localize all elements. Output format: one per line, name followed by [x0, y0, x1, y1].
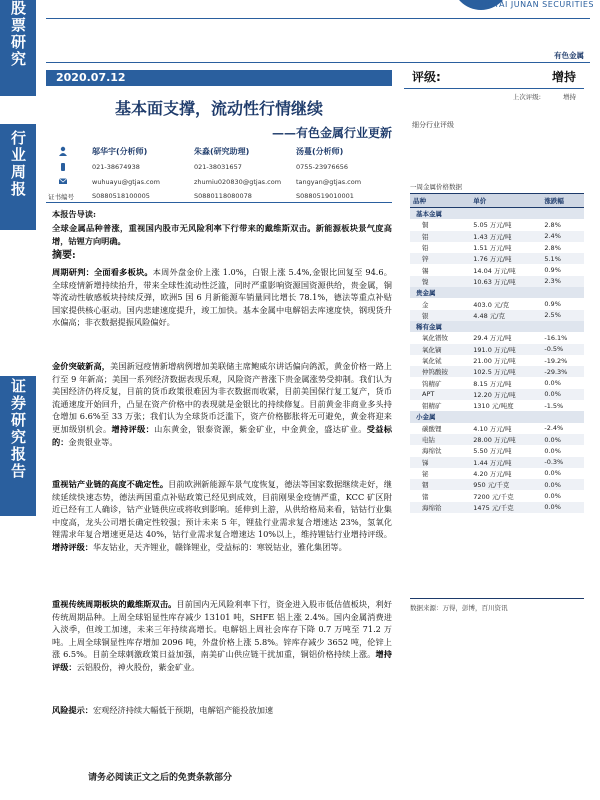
previous-rating-value: 增持	[563, 93, 576, 101]
left-band-bottom	[0, 376, 36, 516]
metal-price: 1.44 万元/吨	[470, 457, 541, 468]
metal-name: 锡	[422, 266, 429, 275]
metal-name: 铟	[410, 479, 470, 490]
disclaimer-footer: 请务必阅读正文之后的免责条款部分	[88, 773, 233, 783]
price-change: 2.3%	[541, 276, 584, 287]
left-band-label-weekly: 行业周报	[9, 130, 27, 198]
table-row	[410, 445, 584, 456]
paragraph-heading: 金价突破新高，	[52, 361, 111, 371]
metal-name: 铝	[410, 231, 470, 242]
price-change: 0.0%	[544, 469, 561, 478]
table-row	[410, 276, 584, 287]
table-row	[410, 332, 584, 343]
metal-price: 4.10 万元/吨	[473, 424, 512, 433]
metal-name: 锑	[410, 457, 470, 468]
analyst-email[interactable]: zhumiu020830@gtjas.com	[194, 178, 282, 186]
beneficiary-label: 受益标的：	[52, 423, 392, 447]
metal-price: 5.50 万元/吨	[473, 447, 512, 456]
analyst-divider	[46, 202, 392, 203]
metal-price: 4.20 万元/吨	[473, 469, 512, 478]
metal-name: 铅	[422, 244, 429, 253]
price-change: 0.0%	[544, 492, 561, 501]
table-row	[410, 298, 584, 309]
price-change: -16.1%	[544, 333, 568, 342]
paragraph-text: 美国新冠疫情新增病例增加美联储主席鲍威尔讲话偏向鸽派，黄金价格一路上行至 9 年新高；美国一系列经济数据表现乐观，风险资产普涨下贵金属涨势受抑制。我们认为美国经济仍将反复，目前的货币政策很难因为非衣数据而收紧，目前美国保行复工复产，货币流通速度开始回升，凸显在资产价格中的表现就是金银比的持续修复。目前黄金非商业多头持仓增加 6.6%至 33 万张；我们认为全球货币泛滥下，资产价格膨胀将无可避免，黄金将迎来更加级别机会。	[52, 361, 392, 434]
left-band-mid	[0, 124, 36, 230]
price-change: 0.0%	[541, 502, 584, 513]
metal-price: 14.04 万元/吨	[473, 266, 516, 275]
price-change: -2.4%	[544, 424, 564, 433]
table-row	[410, 490, 584, 501]
metal-price: 7200 元/千克	[473, 492, 514, 501]
metal-name: APT	[410, 389, 470, 400]
metal-price: 1475 元/千克	[470, 502, 541, 513]
group-label: 小金属	[410, 411, 584, 422]
rating-stocks: 山东黄金，银泰资源，紫金矿业，中金黄金，盛达矿业。	[154, 423, 367, 434]
paragraph-text: 本周外盘金价上涨 1.0%，白银上涨 5.4%,金银比回复至 94.6。全球疫情新增持续抬升，带来全球性流动性泛滥，同时严重影响资源国资源供给，贵金属，铜等流动性敏感板块持续反弹，欧洲5 国 6 月新能源车销量同比增长 78.1%，德法等重点补贴国家提供核心驱动。国内悲建速度提升，竣工加快。基本金属中电解铝去库速度快，钢现货升水偏高；非衣数据提振风险偏好。	[52, 267, 392, 328]
metal-name: 铜	[422, 221, 429, 230]
cert-label: 证书编号	[48, 193, 74, 201]
group-label: 基本金属	[410, 208, 584, 220]
left-band-top	[0, 0, 36, 96]
paragraph-text: 目前国内无风险利率下行，资金进入股市低估值板块，利好传统周期品种。上周全球铝显性库存减少 13101 吨，SHFE 铝上涨 2.4%。国内金属消费进入淡季，但竣工加速，未来三年持续高增长。电解铝上周社会库存下降 0.7 万吨至 71.2 万吨。上周全球铜显性库存增加 2096 吨，外盘价格上涨 5.8%。锌库存减少 3652 吨，伦锌上涨 6.5%。目前全球刺激政策日益加强，南美矿山供应链干扰加重，铜铝价格持续上涨。	[52, 599, 392, 660]
phone-icon	[58, 162, 68, 172]
table-group-row	[410, 411, 584, 422]
paragraph-cycle	[52, 266, 392, 329]
price-change: 0.0%	[544, 379, 561, 388]
rating-label: 增持评级：	[52, 541, 93, 552]
price-change: 0.0%	[541, 479, 584, 490]
analyst-3	[296, 146, 361, 193]
column-header-name: 品种	[410, 194, 470, 208]
metal-name: 海绵铪	[410, 502, 470, 513]
price-change: 0.9%	[544, 300, 561, 309]
left-band-label-report: 证券研究报告	[9, 378, 27, 480]
metal-price: 21.00 万元/吨	[473, 357, 516, 365]
price-change: 0.0%	[541, 389, 584, 400]
risk-heading: 风险提示：	[52, 705, 93, 715]
table-row	[410, 355, 584, 366]
metal-price: 29.4 万元/吨	[473, 334, 512, 343]
email-icon	[58, 176, 68, 186]
paragraph-cobalt	[52, 478, 392, 554]
metal-name: 镍	[410, 276, 470, 287]
rating-box	[404, 66, 584, 104]
analyst-1	[92, 146, 160, 193]
metal-price: 191.0 万元/吨	[470, 344, 541, 355]
left-band-label-stock-research: 股票研究	[9, 0, 27, 68]
report-title: 基本面支撑，流动性行情继续	[114, 99, 323, 118]
price-change: 2.5%	[541, 310, 584, 321]
price-change: 0.9%	[544, 266, 561, 275]
metal-name: 仲钨酸铵	[410, 366, 470, 377]
person-icon	[58, 146, 68, 156]
metal-name: 锌	[410, 253, 470, 264]
analyst-name: 朱淼(研究助理)	[194, 147, 250, 156]
table-row	[410, 468, 584, 479]
paragraph-text: 目前欧洲新能源车景气度恢复，德法等国家数据继续走好，继续延续快速态势，德法两国重点补贴政策已经见到成效，目前刚果金疫情严重，KCC 矿区附近已经有工人确诊，钴产业链供应或将收到影响。延伸到上游，从供给格局来看，钴钴行业集中度高，龙头公司增长确定性较强；预计未来 5 年，锂盐行业需求复合增速达 23%，氢氧化锂需求年复合增速更是达 40%，钴行业需求复合增速达 10%以上，维持锂钴行业增持评级。	[52, 479, 392, 540]
metal-price: 1.43 万元/吨	[470, 231, 541, 242]
metal-name: 钨精矿	[422, 379, 442, 388]
table-row	[410, 253, 584, 264]
header-divider	[46, 18, 590, 19]
table-row	[410, 434, 584, 445]
table-row	[410, 344, 584, 355]
metal-name: 金	[422, 300, 429, 309]
table-row	[410, 400, 584, 411]
rating-label: 增持评级：	[52, 649, 392, 672]
table-row	[410, 242, 584, 253]
metal-price: 1.51 万元/吨	[473, 244, 512, 253]
sub-industry-rating: 细分行业评级	[412, 121, 454, 129]
price-change: 2.8%	[544, 243, 561, 252]
column-header-price: 单价	[470, 194, 541, 208]
table-row	[410, 231, 584, 242]
price-change: 2.4%	[541, 231, 584, 242]
report-guide-heading: 本报告导读:	[52, 209, 96, 219]
analyst-2	[194, 146, 281, 193]
price-change: 0.0%	[544, 446, 561, 455]
rating-value: 增持	[551, 70, 576, 84]
risk-text: 宏观经济持续大幅低于预期，电解铝产能投放加速	[92, 705, 274, 715]
table-row	[410, 389, 584, 400]
metal-name: 电钴	[410, 434, 470, 445]
metal-price: 10.63 万元/吨	[470, 276, 541, 287]
paragraph-gold	[52, 360, 392, 448]
analyst-name: 汤蔓(分析师)	[296, 147, 344, 156]
group-label: 稀有金属	[410, 321, 584, 332]
metal-price: 950 元/千克	[470, 479, 541, 490]
rating-stocks: 华友钴业，天齐锂业，赣锋锂业，受益标的：寒锐钴业，雅化集团等。	[92, 541, 347, 552]
price-change: -29.3%	[541, 366, 584, 377]
paragraph-heading: 重视钴产业链的高度不确定性。	[52, 479, 169, 489]
metal-name: 碳酸锂	[422, 424, 442, 433]
table-group-row	[410, 321, 584, 332]
paragraph-heading: 重视传统周期板块的戴维斯双击。	[52, 599, 177, 609]
metal-name: 氧化镨钕	[422, 334, 448, 343]
table-row	[410, 310, 584, 321]
metal-price: 4.48 元/克	[470, 310, 541, 321]
cert-number: S0880118080078	[194, 192, 252, 200]
paragraph-heading: 周期研判：全面看多板块。	[52, 267, 153, 277]
analyst-email[interactable]: tangyan@gtjas.com	[296, 178, 362, 186]
table-row	[410, 479, 584, 490]
table-row	[410, 219, 584, 230]
group-label: 贵金属	[410, 287, 584, 298]
metal-name: 氧化镝	[410, 344, 470, 355]
report-date: 2020.07.12	[46, 70, 392, 86]
table-row	[410, 264, 584, 275]
price-table	[410, 193, 584, 513]
rating-label: 增持评级：	[111, 423, 155, 434]
rating-stocks: 云铝股份，神火股份，紫金矿业。	[76, 661, 200, 672]
table-row	[410, 366, 584, 377]
header-divider-2	[46, 62, 590, 63]
rating-label: 评级:	[412, 70, 441, 84]
table-row	[410, 377, 584, 388]
price-change: -19.2%	[544, 356, 568, 365]
abstract-heading: 摘要:	[52, 250, 76, 261]
cert-number: S0880519010001	[296, 192, 354, 200]
metal-price: 28.00 万元/吨	[470, 434, 541, 445]
table-group-row	[410, 287, 584, 298]
analyst-phone: 021-38031657	[194, 163, 242, 171]
price-table-header	[410, 194, 584, 208]
price-change: -1.5%	[544, 401, 564, 410]
price-change: 2.8%	[544, 220, 561, 229]
price-change: 0.0%	[541, 434, 584, 445]
metal-price: 403.0 元/克	[473, 300, 510, 309]
sector-tag: 有色金属	[554, 51, 584, 60]
analyst-phone: 021-38674938	[92, 163, 140, 171]
data-source: 数据来源：万得，彭博，百川资讯	[410, 598, 584, 612]
cert-number: S0880518100005	[92, 192, 150, 200]
analyst-phone: 0755-23976656	[296, 163, 348, 171]
analyst-name: 邬华宇(分析师)	[92, 147, 148, 156]
metal-name: 海绵钛	[422, 447, 442, 456]
metal-name: 钼精矿	[422, 402, 442, 411]
report-guide: 全球金属品种普涨，重视国内股市无风险利率下行带来的戴维斯双击。新能源板块景气度高增，钴锂方向明确。	[52, 223, 392, 246]
metal-name: 银	[410, 310, 470, 321]
report-subtitle: ——有色金属行业更新	[271, 126, 392, 140]
analyst-email[interactable]: wuhuayu@gtjas.com	[92, 178, 160, 186]
metal-price: 12.20 万元/吨	[470, 389, 541, 400]
metal-name: 锗	[422, 492, 429, 501]
metal-price: 8.15 万元/吨	[473, 379, 512, 388]
price-change: -0.5%	[541, 344, 584, 355]
metal-price: 1.76 万元/吨	[470, 253, 541, 264]
table-group-row	[410, 208, 584, 220]
price-change: 5.1%	[541, 253, 584, 264]
metal-price: 5.05 万元/吨	[473, 221, 512, 230]
column-header-change: 涨跌幅	[541, 194, 584, 208]
metal-price: 102.5 万元/吨	[470, 366, 541, 377]
price-table-title: 一周金属价格数据	[410, 183, 462, 191]
metal-name: 铋	[422, 469, 429, 478]
brand-name: GUOTAI JUNAN SECURITIES	[474, 0, 594, 9]
table-row	[410, 423, 584, 434]
previous-rating-label: 上次评级:	[512, 93, 541, 101]
table-row	[410, 457, 584, 468]
metal-price: 1310 元/吨度	[473, 402, 514, 411]
table-row	[410, 502, 584, 513]
price-change: -0.3%	[541, 457, 584, 468]
paragraph-cyclical	[52, 598, 392, 674]
risk-warning	[52, 704, 392, 717]
beneficiary-stocks: 金贵银业等。	[68, 436, 118, 447]
metal-name: 氧化铽	[422, 357, 442, 365]
